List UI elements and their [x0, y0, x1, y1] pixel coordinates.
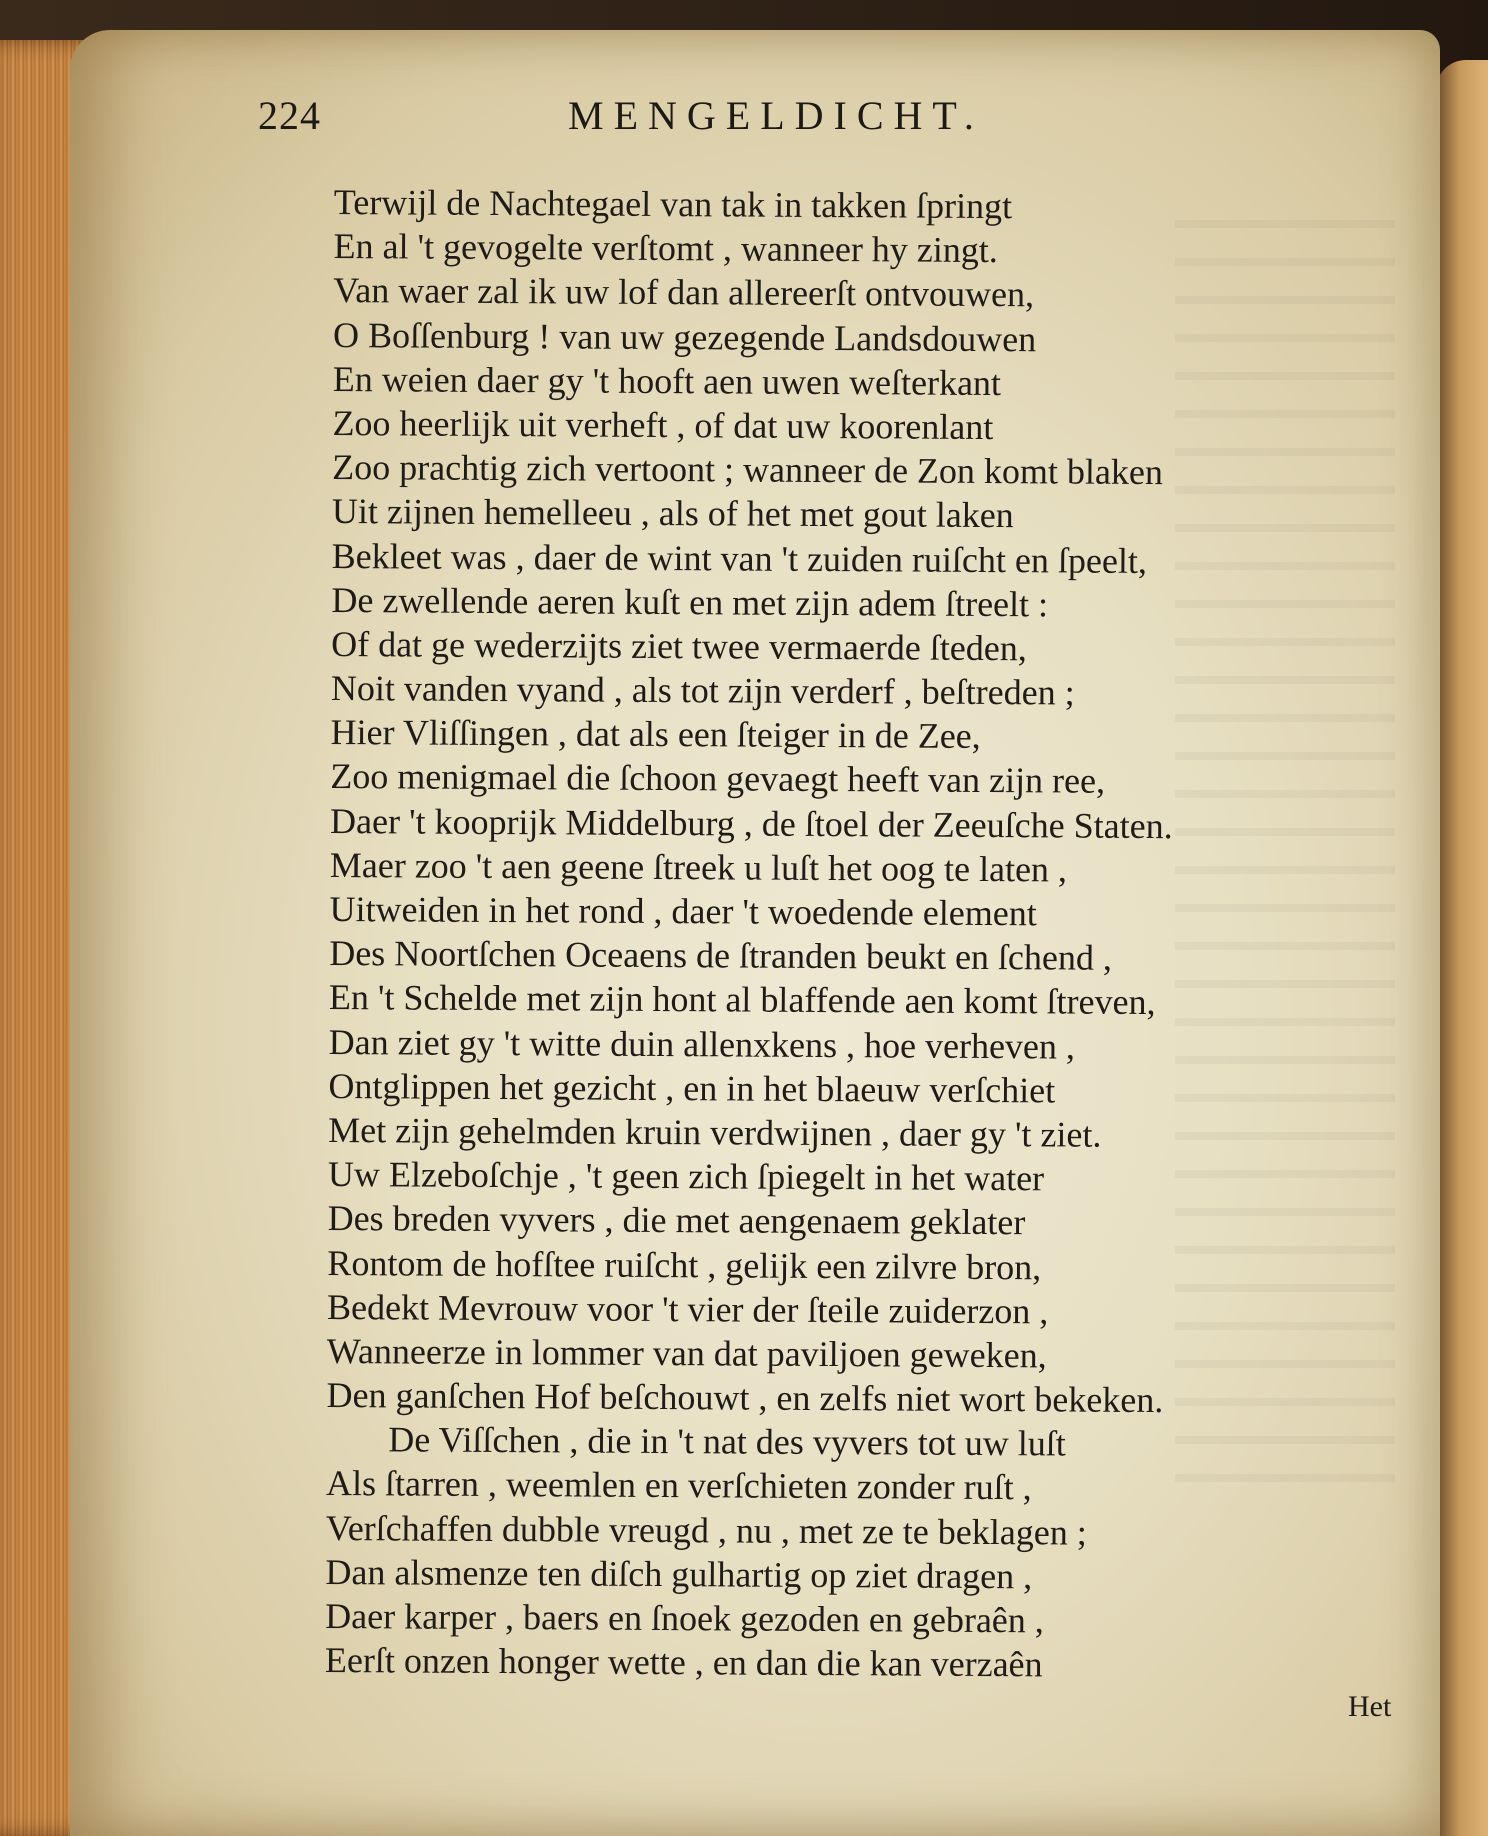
- verse-line: Zoo heerlijk uit verheft , of dat uw koorenlant: [332, 402, 994, 447]
- verse-line: Zoo menigmael die ſchoon gevaegt heeft van zijn ree,: [330, 756, 1106, 802]
- verse-line: Den ganſchen Hof beſchouwt , en zelfs niet wort bekeken.: [326, 1375, 1164, 1421]
- facing-page-edge: [1436, 60, 1488, 1836]
- verse-line: Des breden vyvers , die met aengenaem geklater: [327, 1198, 1026, 1243]
- running-title: MENGELDICHT.: [568, 93, 984, 138]
- verse-line: Uit zijnen hemelleeu , als of het met gout laken: [331, 491, 1014, 536]
- verse-line: Eerſt onzen honger wette , en dan die kan verzaên: [324, 1640, 1043, 1685]
- verse-line: Daer 't kooprijk Middelburg , de ſtoel der Zeeuſche Staten.: [329, 800, 1173, 846]
- verse-line: Of dat ge wederzijts ziet twee vermaerde ſteden,: [331, 623, 1027, 669]
- verse-line: Verſchaffen dubble vreugd , nu , met ze te beklagen ;: [325, 1507, 1087, 1553]
- page-number: 224: [258, 93, 321, 138]
- verse-line: De zwellende aeren kuſt en met zijn adem ſtreelt :: [331, 579, 1049, 625]
- verse-line: De Viſſchen , die in 't nat des vyvers tot uw luſt: [388, 1419, 1066, 1464]
- verse-line: Wanneerze in lommer van dat paviljoen geweken,: [326, 1330, 1047, 1376]
- verse-line: En weien daer gy 't hooft aen uwen weſterkant: [332, 358, 1002, 403]
- poem-text: [325, 180, 1394, 1689]
- verse-line: En 't Schelde met zijn hont al blaffende aen komt ſtreven,: [328, 977, 1156, 1023]
- verse-line: Dan alsmenze ten diſch gulhartig op ziet dragen ,: [325, 1551, 1033, 1597]
- page-header: [258, 92, 1158, 162]
- verse-line: Uitweiden in het rond , daer 't woedende element: [329, 888, 1037, 934]
- verse-line: Zoo prachtig zich vertoont ; wanneer de Zon komt blaken: [332, 447, 1164, 493]
- verse-line: Met zijn gehelmden kruin verdwijnen , daer gy 't ziet.: [328, 1109, 1102, 1155]
- verse-line: Daer karper , baers en ſnoek gezoden en gebraên ,: [325, 1595, 1044, 1641]
- verse-line: Van waer zal ik uw lof dan allereerſt ontvouwen,: [333, 270, 1035, 315]
- verse-line: Noit vanden vyand , als tot zijn verderf , beſtreden ;: [330, 668, 1075, 713]
- verse-line: Bedekt Mevrouw voor 't vier der ſteile zuiderzon ,: [326, 1286, 1049, 1332]
- verse-line: Dan ziet gy 't witte duin allenxkens , hoe verheven ,: [328, 1021, 1076, 1067]
- verse-line: Des Noortſchen Oceaens de ſtranden beukt en ſchend ,: [329, 933, 1113, 978]
- verse-line: Als ſtarren , weemlen en verſchieten zonder ruſt ,: [325, 1463, 1032, 1508]
- verse-line: Uw Elzeboſchje , 't geen zich ſpiegelt in het water: [327, 1154, 1045, 1199]
- verse-line: Hier Vliſſingen , dat als een ſteiger in de Zee,: [330, 712, 981, 757]
- verse-line: Terwijl de Nachtegael van tak in takken ſpringt: [333, 181, 1013, 227]
- verse-line: O Boſſenburg ! van uw gezegende Landsdouwen: [332, 314, 1037, 359]
- verse-line: Bekleet was , daer de wint van 't zuiden ruiſcht en ſpeelt,: [331, 535, 1148, 581]
- catchword: Het: [1348, 1690, 1392, 1723]
- verse-line: Ontglippen het gezicht , en in het blaeuw verſchiet: [328, 1065, 1056, 1111]
- verse-line: Maer zoo 't aen geene ſtreek u luſt het oog te laten ,: [329, 844, 1068, 890]
- verse-line: En al 't gevogelte verſtomt , wanneer hy zingt.: [333, 226, 998, 271]
- verse-line: Rontom de hofſtee ruiſcht , gelijk een zilvre bron,: [327, 1242, 1042, 1287]
